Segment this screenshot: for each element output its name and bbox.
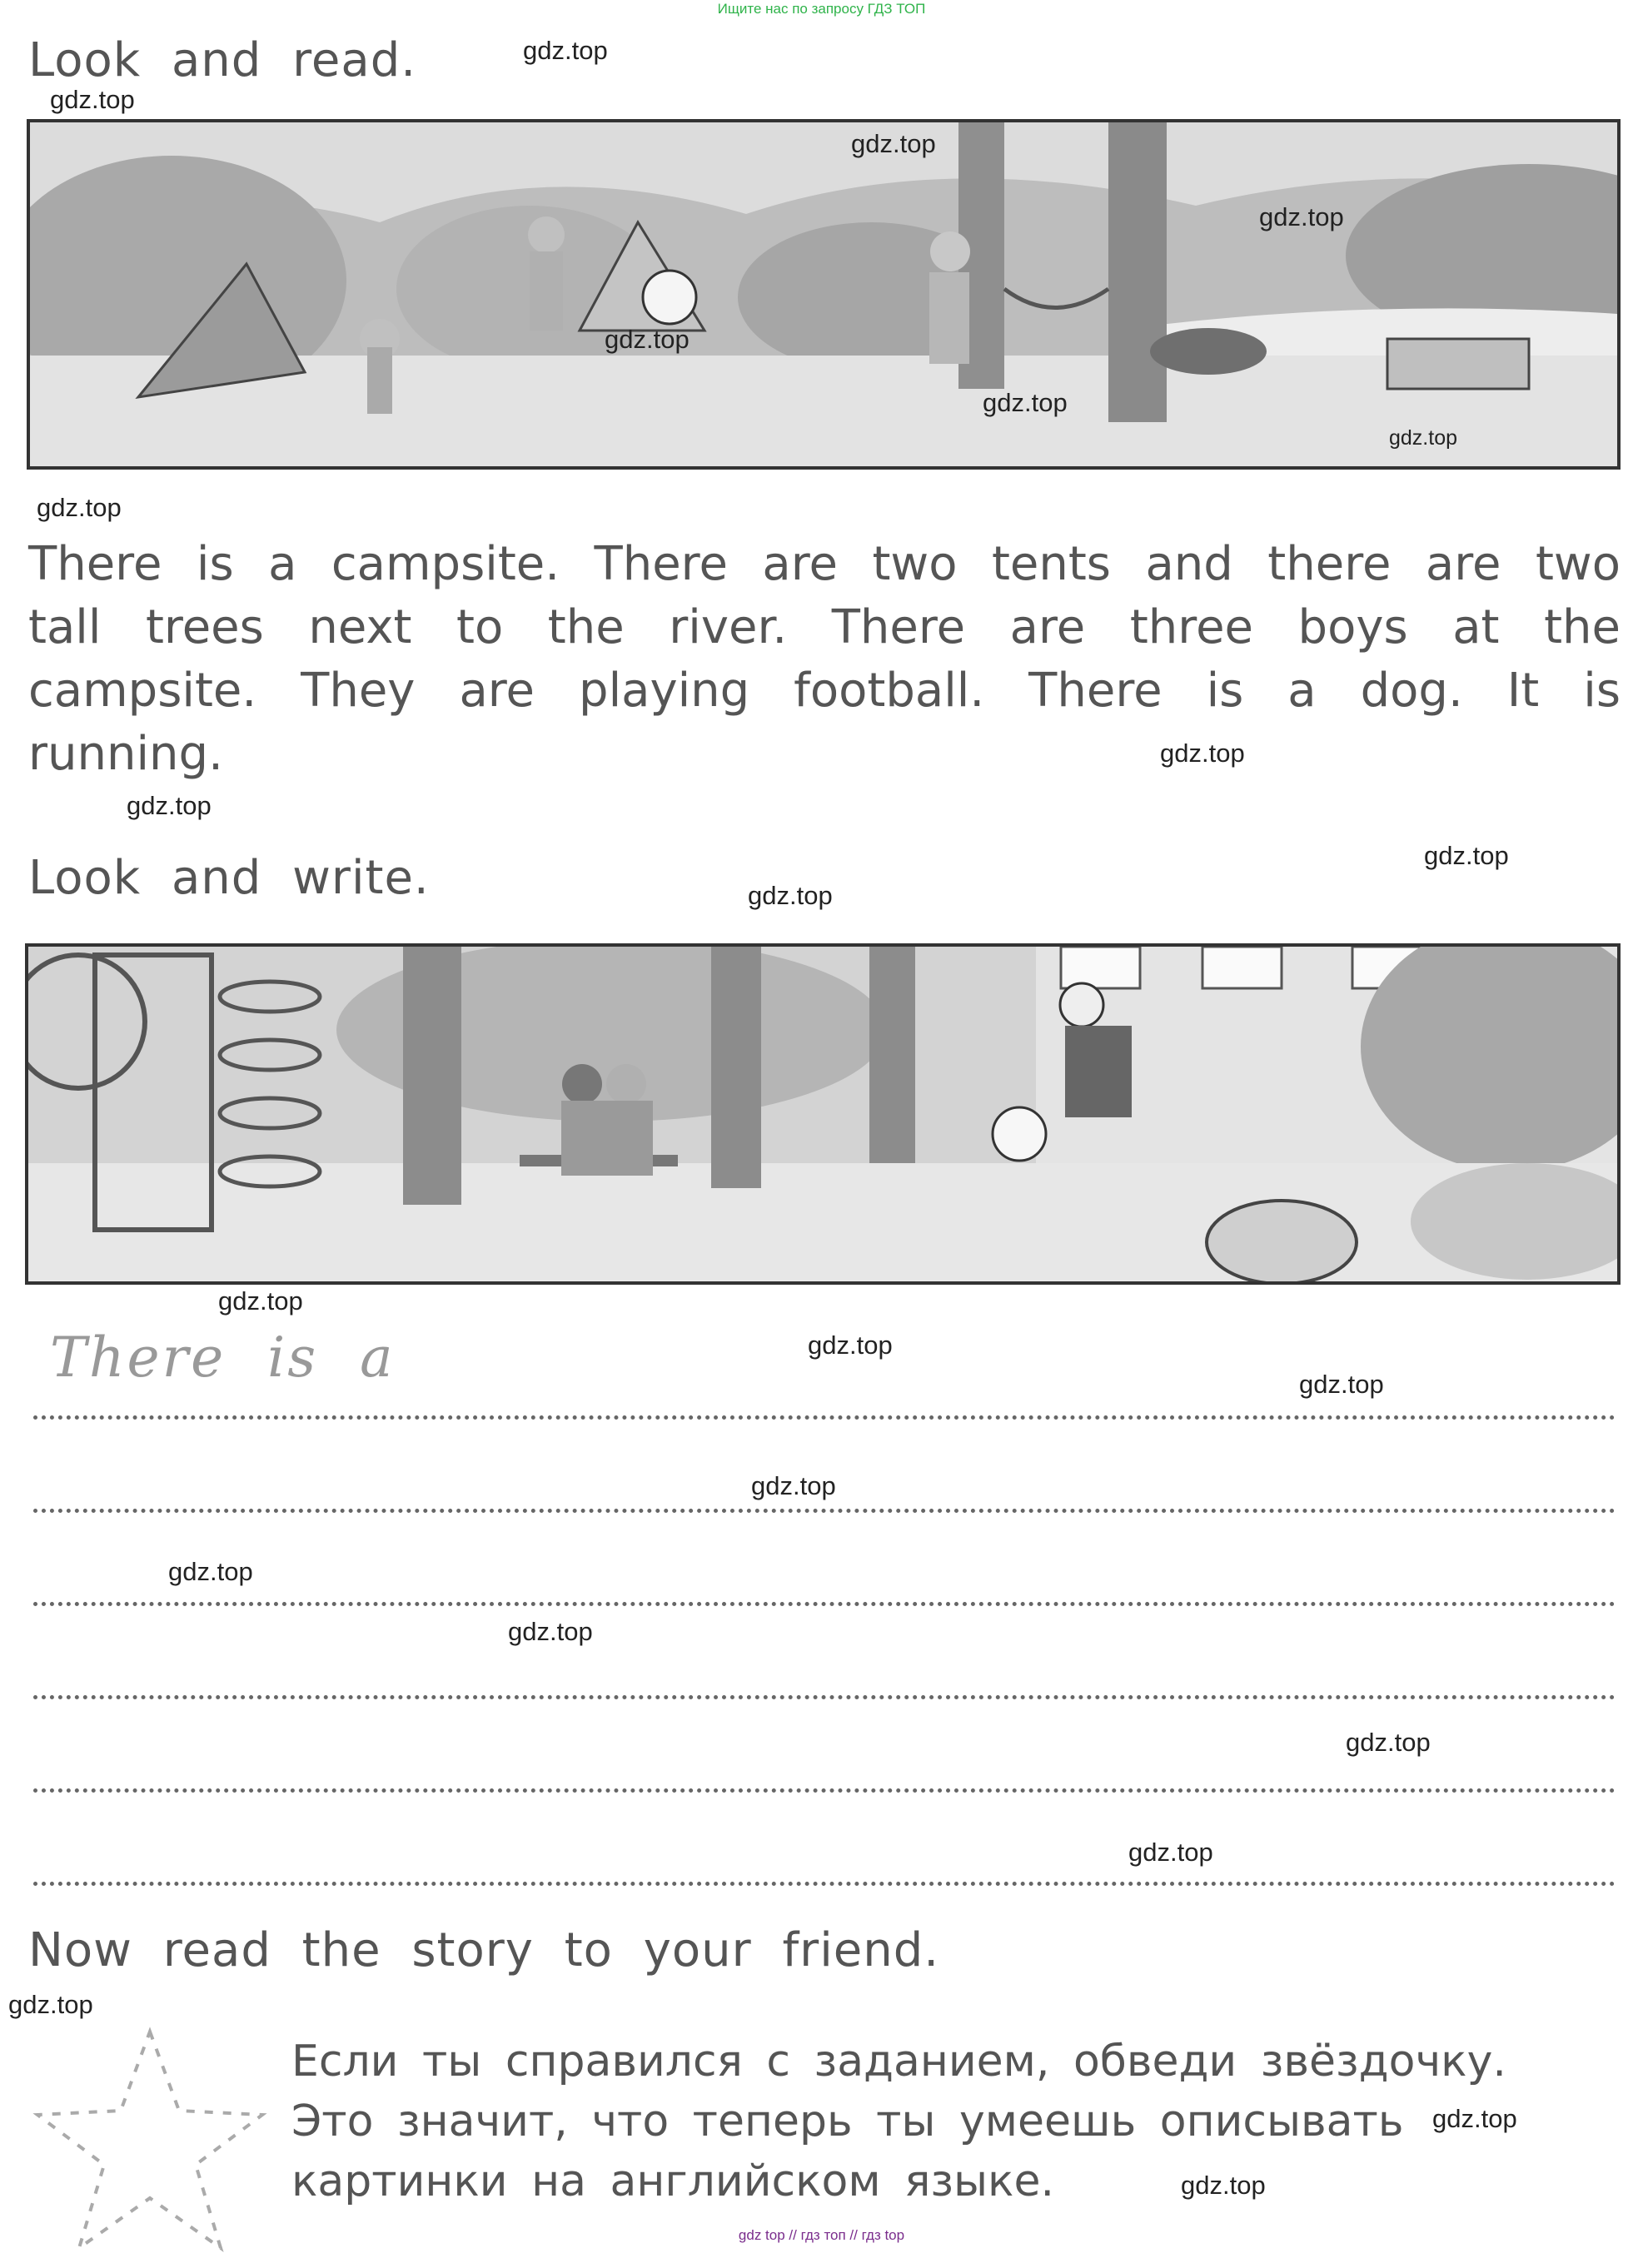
watermark: gdz.top: [523, 36, 608, 65]
self-check-instruction: Если ты справился с заданием, обведи звёздочку. Это значит, что теперь ты умеешь описывать картинки на английском языке.: [291, 2037, 1506, 2206]
watermark: gdz.top: [751, 1471, 836, 1500]
heading-look-and-read: Look and read.: [28, 33, 417, 87]
footer-links: gdz top // гдз топ // гдз top: [738, 2227, 905, 2243]
park-illustration: [25, 943, 1621, 1285]
campsite-scene: [30, 122, 1617, 466]
watermark: gdz.top: [748, 881, 833, 910]
heading-now-read: Now read the story to your friend.: [28, 1923, 940, 1977]
watermark: gdz.top: [508, 1617, 593, 1646]
watermark: gdz.top: [37, 493, 122, 522]
watermark: gdz.top: [8, 1990, 93, 2019]
writing-line-3[interactable]: [33, 1602, 1616, 1606]
watermark: gdz.top: [50, 85, 135, 114]
campsite-illustration: [27, 119, 1621, 470]
watermark: gdz.top: [1299, 1370, 1384, 1399]
watermark: gdz.top: [1128, 1838, 1213, 1867]
reading-paragraph: There is a campsite. There are two tents and there are two tall trees next to the river. There are three boys at the campsite. They are playing football. There is a dog. It is running.: [28, 537, 1621, 781]
watermark: gdz.top: [851, 129, 936, 158]
watermark: gdz.top: [1259, 202, 1344, 231]
writing-line-5[interactable]: [33, 1788, 1616, 1793]
watermark: gdz.top: [1181, 2171, 1266, 2200]
writing-line-6[interactable]: [33, 1882, 1616, 1886]
writing-line-2[interactable]: [33, 1509, 1616, 1513]
writing-line-4[interactable]: [33, 1695, 1616, 1699]
watermark: gdz.top: [808, 1330, 893, 1360]
watermark: gdz.top: [168, 1557, 253, 1586]
watermark: gdz.top: [218, 1286, 303, 1316]
top-banner: Ищите нас по запросу ГДЗ ТОП: [717, 1, 926, 17]
park-scene: [28, 947, 1617, 1281]
heading-look-and-write: Look and write.: [28, 851, 430, 905]
watermark: gdz.top: [1346, 1728, 1431, 1757]
watermark: gdz.top: [983, 388, 1068, 417]
watermark: gdz.top: [605, 325, 690, 354]
writing-prompt-start: There is a: [50, 1325, 396, 1390]
watermark: gdz.top: [1432, 2104, 1517, 2133]
watermark: gdz.top: [127, 791, 212, 820]
watermark: gdz.top: [1424, 841, 1509, 870]
watermark: gdz.top: [1160, 739, 1245, 768]
watermark: gdz.top: [1389, 426, 1458, 450]
writing-line-1[interactable]: [33, 1415, 1616, 1420]
